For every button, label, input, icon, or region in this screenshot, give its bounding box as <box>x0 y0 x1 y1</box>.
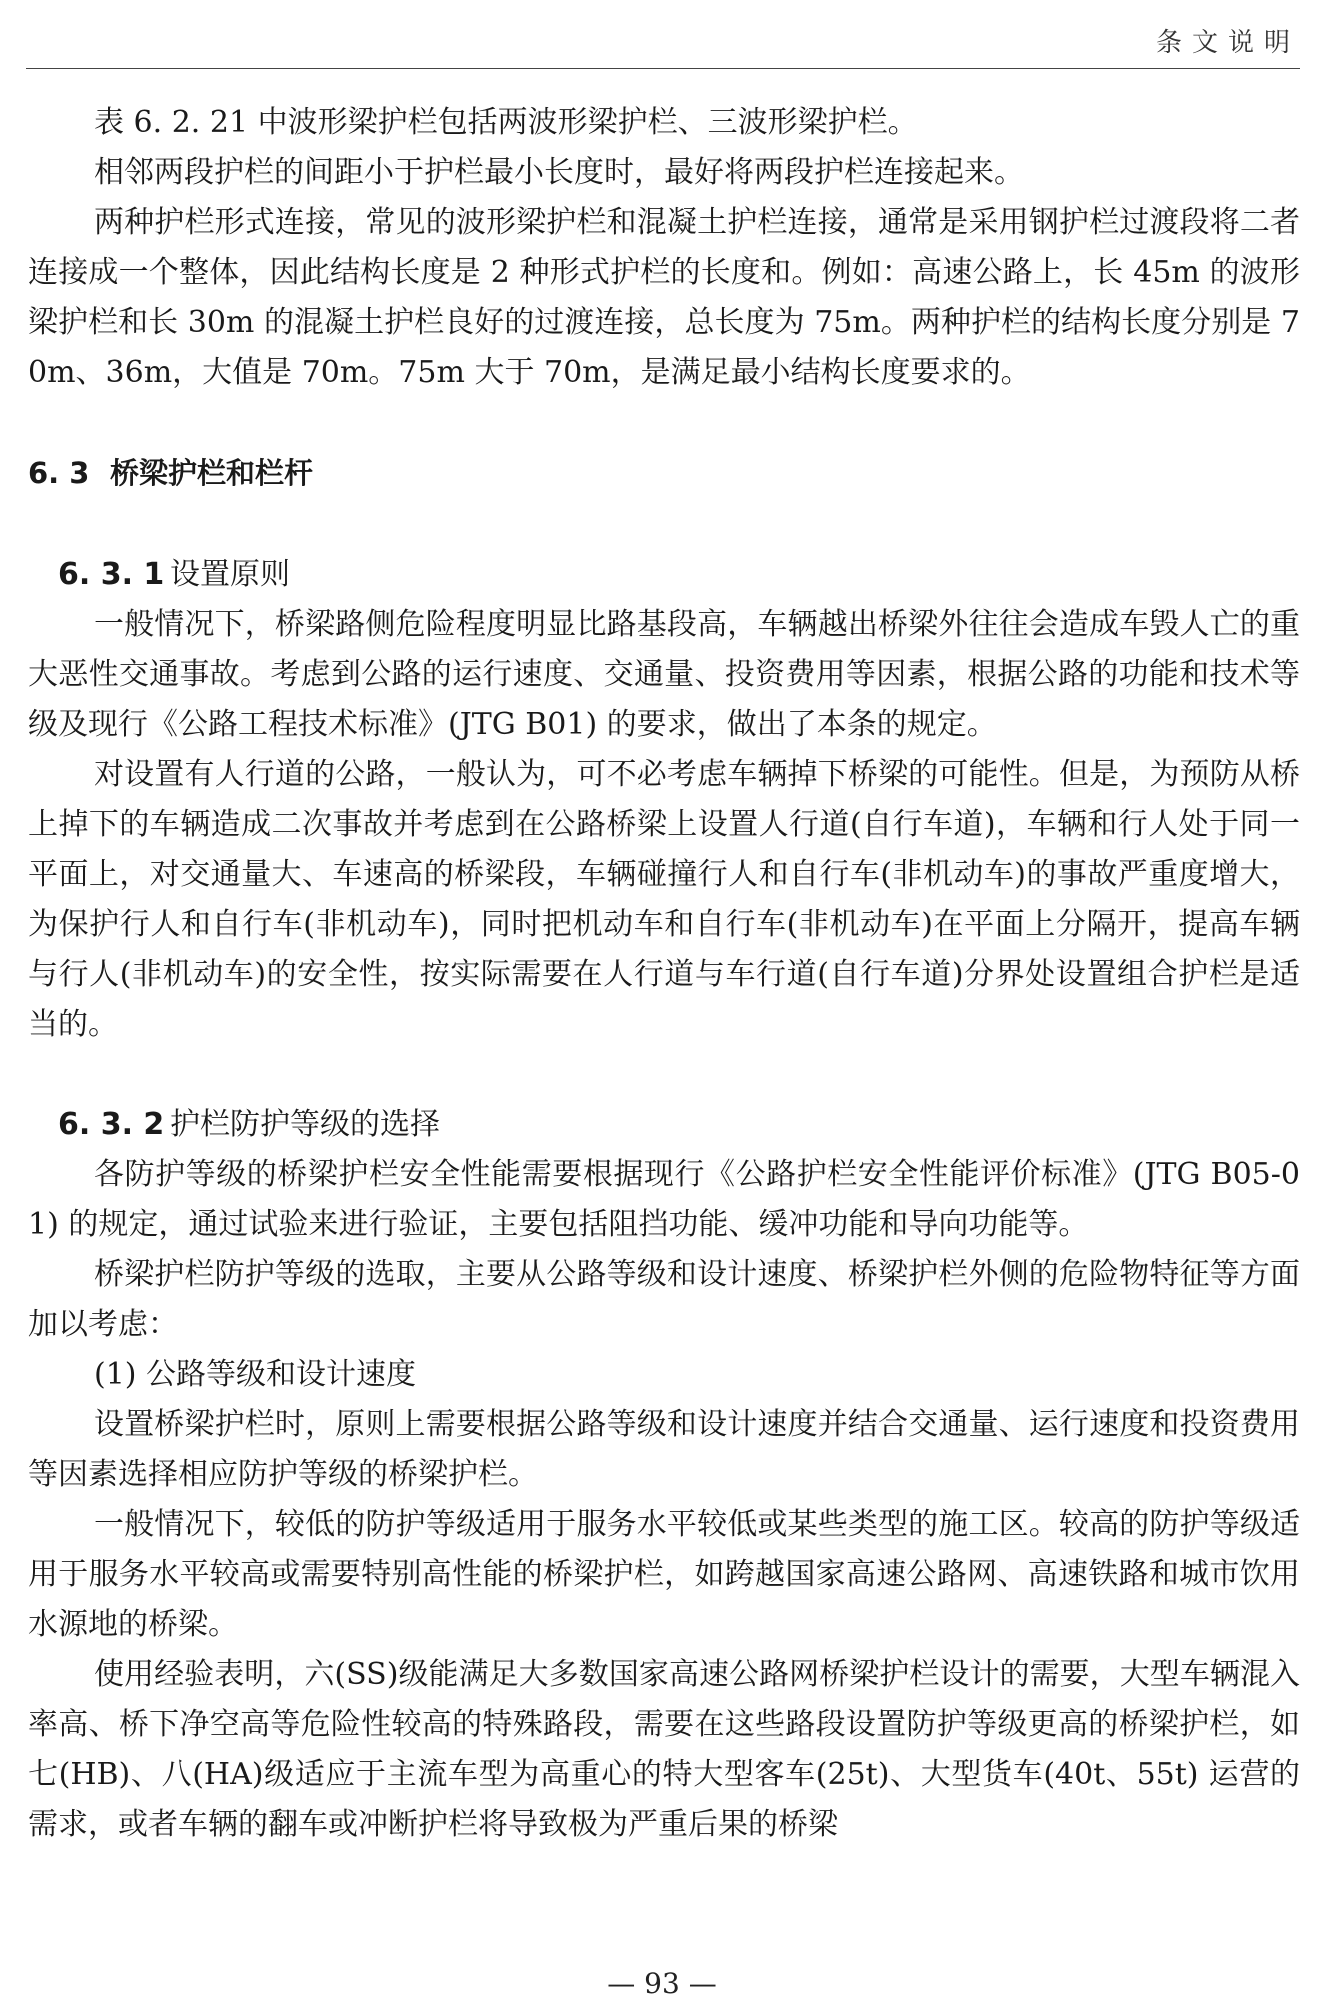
section-heading <box>28 448 1300 498</box>
clause-paragraph: 桥梁护栏防护等级的选取，主要从公路等级和设计速度、桥梁护栏外侧的危险物特征等方面加以考虑： <box>28 1257 1300 1342</box>
running-header: 条文说明 <box>1155 28 1300 58</box>
intro-paragraph: 表 6. 2. 21 中波形梁护栏包括两波形梁护栏、三波形梁护栏。 <box>94 105 918 140</box>
header-rule <box>26 68 1300 69</box>
clause-paragraph: 一般情况下，桥梁路侧危险程度明显比路基段高，车辆越出桥梁外往往会造成车毁人亡的重大恶性交通事故。考虑到公路的运行速度、交通量、投资费用等因素，根据公路的功能和技术等级及现行《公路工程技术标准》(JTG B01) 的要求，做出了本条的规定。 <box>28 607 1300 742</box>
clause-number: 6. 3. 2 <box>58 1107 165 1142</box>
clause-paragraph: 对设置有人行道的公路，一般认为，可不必考虑车辆掉下桥梁的可能性。但是，为预防从桥上掉下的车辆造成二次事故并考虑到在公路桥梁上设置人行道(自行车道)，车辆和行人处于同一平面上，对交通量大、车速高的桥梁段，车辆碰撞行人和自行车(非机动车)的事故严重度增大，为保护行人和自行车(非机动车)，同时把机动车和自行车(非机动车)在平面上分隔开，提高车辆与行人(非机动车)的安全性，按实际需要在人行道与车行道(自行车道)分界处设置组合护栏是适当的。 <box>28 757 1300 1042</box>
clause-title: 设置原则 <box>170 557 290 592</box>
section-number: 6. 3 <box>28 456 90 490</box>
sub-item-heading: (1) 公路等级和设计速度 <box>94 1357 417 1392</box>
clause-paragraph: 一般情况下，较低的防护等级适用于服务水平较低或某些类型的施工区。较高的防护等级适用于服务水平较高或需要特别高性能的桥梁护栏，如跨越国家高速公路网、高速铁路和城市饮用水源地的桥梁。 <box>28 1507 1300 1642</box>
clause-number: 6. 3. 1 <box>58 557 165 592</box>
clause-paragraph: 各防护等级的桥梁护栏安全性能需要根据现行《公路护栏安全性能评价标准》(JTG B05-01) 的规定，通过试验来进行验证，主要包括阻挡功能、缓冲功能和导向功能等。 <box>28 1157 1300 1242</box>
clause-title: 护栏防护等级的选择 <box>170 1107 440 1142</box>
page-number: — 93 — <box>607 1967 717 2000</box>
clause-heading-6-3-2 <box>28 1100 1300 1150</box>
clause-heading-6-3-1 <box>28 550 1300 600</box>
intro-paragraph: 相邻两段护栏的间距小于护栏最小长度时，最好将两段护栏连接起来。 <box>94 155 1024 190</box>
spacer <box>28 1050 1300 1100</box>
clause-paragraph: 使用经验表明，六(SS)级能满足大多数国家高速公路网桥梁护栏设计的需要，大型车辆混入率高、桥下净空高等危险性较高的特殊路段，需要在这些路段设置防护等级更高的桥梁护栏，如七(HB)、八(HA)级适应于主流车型为高重心的特大型客车(25t)、大型货车(40t、55t) 运营的需求，或者车辆的翻车或冲断护栏将导致极为严重后果的桥梁 <box>28 1657 1300 1842</box>
body-text <box>28 98 1300 1850</box>
clause-paragraph: 设置桥梁护栏时，原则上需要根据公路等级和设计速度并结合交通量、运行速度和投资费用等因素选择相应防护等级的桥梁护栏。 <box>28 1407 1300 1492</box>
section-title: 桥梁护栏和栏杆 <box>110 456 314 490</box>
intro-paragraph: 两种护栏形式连接，常见的波形梁护栏和混凝土护栏连接，通常是采用钢护栏过渡段将二者连接成一个整体，因此结构长度是 2 种形式护栏的长度和。例如：高速公路上，长 45m 的波形梁护栏和长 30m 的混凝土护栏良好的过渡连接，总长度为 75m。两种护栏的结构长度分别是 70m、36m，大值是 70m。75m 大于 70m，是满足最小结构长度要求的。 <box>28 205 1300 390</box>
